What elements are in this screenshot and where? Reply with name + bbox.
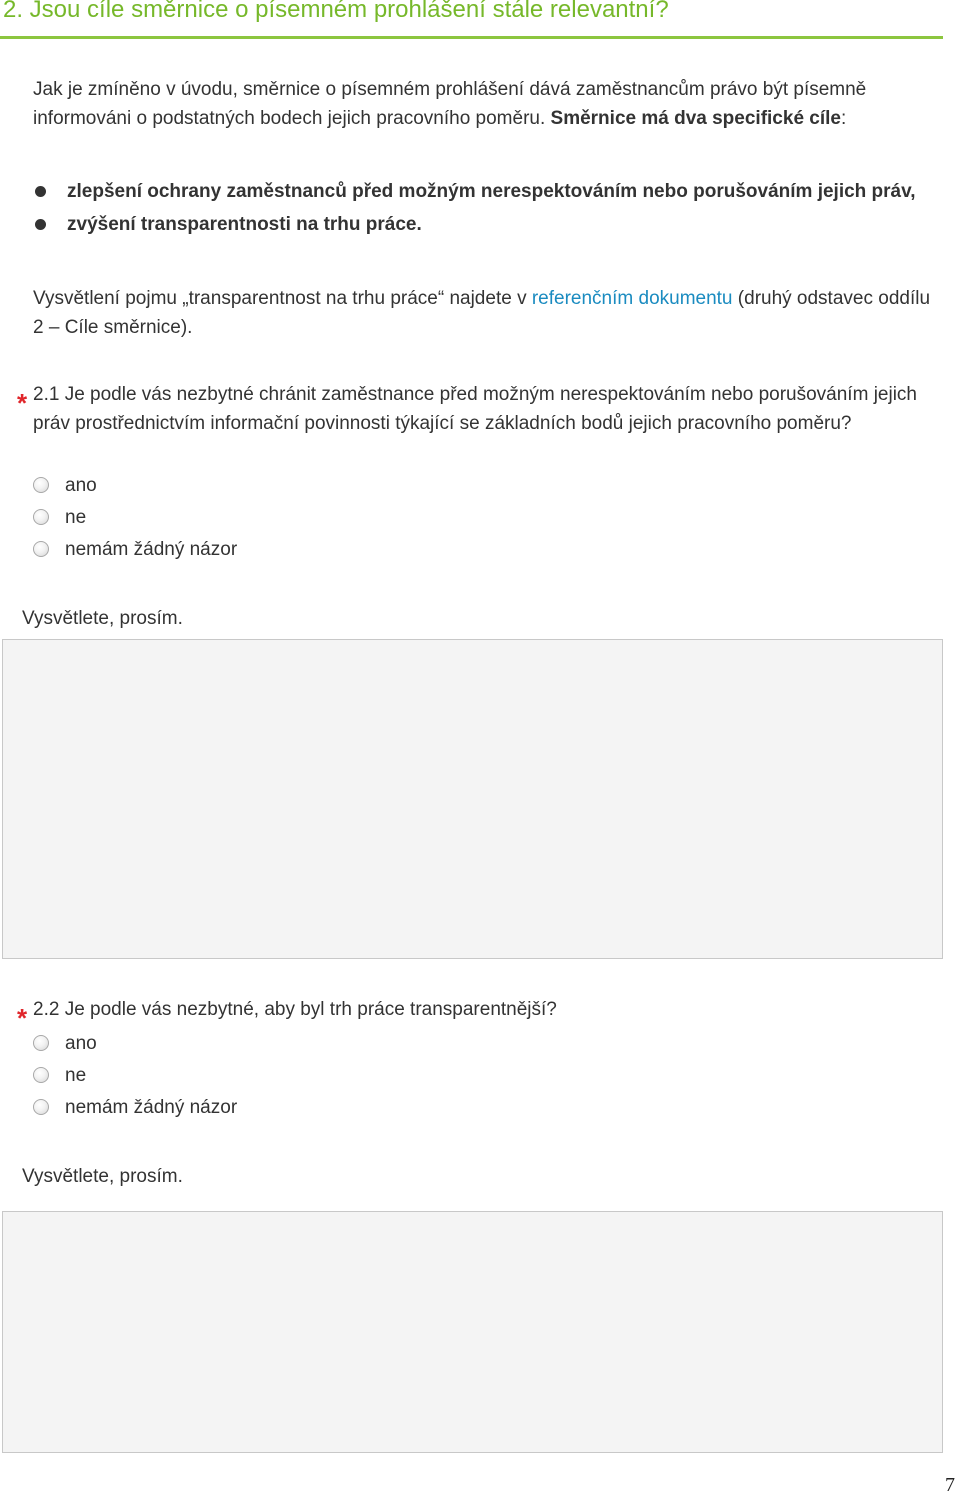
option-label: ne: [65, 1065, 87, 1086]
bullet-icon: [35, 219, 46, 230]
explanation-textarea[interactable]: [2, 1211, 943, 1453]
radio-button[interactable]: [33, 509, 49, 525]
option-label: ano: [65, 1033, 97, 1054]
radio-button[interactable]: [33, 541, 49, 557]
radio-button[interactable]: [33, 1099, 49, 1115]
option-no-opinion[interactable]: [33, 537, 237, 569]
option-label: ne: [65, 507, 87, 528]
intro-colon: :: [840, 108, 847, 129]
objective-text: zvýšení transparentnosti na trhu práce.: [67, 214, 422, 235]
question-2-1-text: 2.1 Je podle vás nezbytné chránit zaměstnance před možným nerespektováním nebo porušováním jejich práv prostřednictvím informační povinnosti týkající se základních bodů jejich pracovního poměru?: [33, 384, 917, 434]
list-item: [33, 177, 933, 206]
section-title: 2. Jsou cíle směrnice o písemném prohlášení stále relevantní?: [3, 0, 669, 23]
objective-text: zlepšení ochrany zaměstnanců před možným nerespektováním nebo porušováním jejich práv,: [67, 181, 916, 202]
title-divider: [0, 36, 943, 39]
question-2-1-options: [33, 473, 237, 569]
objectives-list: [33, 177, 933, 243]
radio-button[interactable]: [33, 1035, 49, 1051]
explain-label: Vysvětlete, prosím.: [22, 1166, 183, 1187]
option-ne[interactable]: [33, 1063, 237, 1095]
option-no-opinion[interactable]: [33, 1095, 237, 1127]
list-item: [33, 210, 933, 239]
radio-button[interactable]: [33, 1067, 49, 1083]
radio-button[interactable]: [33, 477, 49, 493]
option-label: ano: [65, 475, 97, 496]
intro-text: Jak je zmíněno v úvodu, směrnice o písemném prohlášení dává zaměstnancům právo být písemně informováni o podstatných bodech jejich pracovního poměru.: [33, 79, 867, 129]
explain-label: Vysvětlete, prosím.: [22, 608, 183, 629]
question-2-2-options: [33, 1031, 237, 1127]
reference-document-link[interactable]: referenčním dokumentu: [531, 288, 733, 309]
option-ne[interactable]: [33, 505, 237, 537]
option-ano[interactable]: [33, 473, 237, 505]
question-2-2-text: 2.2 Je podle vás nezbytné, aby byl trh práce transparentnější?: [33, 999, 557, 1020]
explanation-text-after: (druhý odstavec oddílu 2 – Cíle směrnice).: [33, 288, 931, 338]
explanation-text-before: Vysvětlení pojmu „transparentnost na trhu práce“ najdete v: [33, 288, 532, 309]
explanation-paragraph: [33, 284, 933, 342]
explanation-textarea[interactable]: [2, 639, 943, 959]
option-ano[interactable]: [33, 1031, 237, 1063]
required-asterisk-icon: *: [17, 1003, 28, 1033]
page-number: 7: [945, 1474, 955, 1496]
option-label: nemám žádný názor: [65, 539, 238, 560]
bullet-icon: [35, 186, 46, 197]
intro-paragraph: [33, 75, 933, 133]
option-label: nemám žádný názor: [65, 1097, 238, 1118]
required-asterisk-icon: *: [17, 388, 28, 418]
intro-bold-text: Směrnice má dva specifické cíle: [550, 108, 841, 129]
